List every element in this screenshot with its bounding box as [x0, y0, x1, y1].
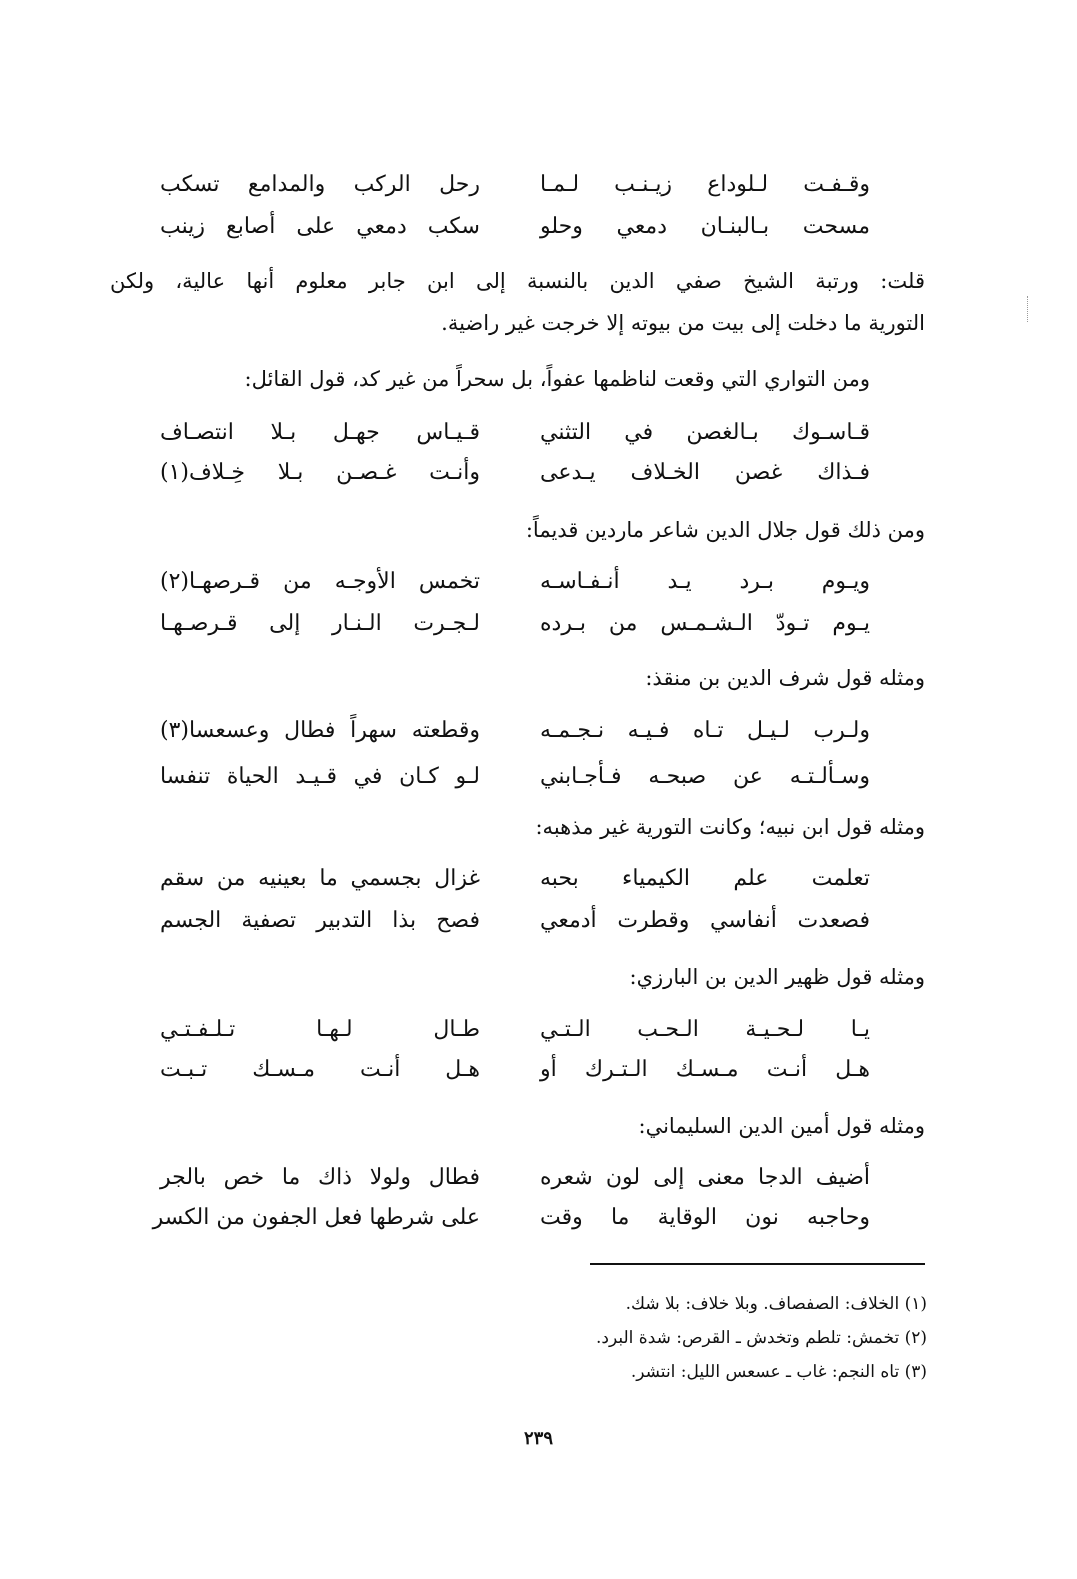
verse-line [160, 906, 870, 936]
first-hemistich: تعلمت علم الكيمياء بحبه [540, 866, 870, 891]
paragraph-line: قلت: ورتبة الشيخ صفي الدين بالنسبة إلى ابن جابر معلوم أنها عالية، ولكن [110, 269, 925, 293]
verse-line [160, 458, 870, 488]
first-hemistich: مسحت بـالبنـان دمعي وحلو [540, 214, 870, 239]
second-hemistich: قـيـاس جهـل بـلا انتصـاف [160, 420, 480, 445]
verse-line [160, 1015, 870, 1045]
paragraph-line: التورية ما دخلت إلى بيت من بيوته إلا خرجت غير راضية. [441, 311, 925, 335]
second-hemistich: وقطعته سهراً فطال وعسعسا(٣) [160, 718, 480, 743]
verse-line [160, 1163, 870, 1193]
verse-line [160, 609, 870, 639]
first-hemistich: فصعدت أنفاسي وقطرت أدمعي [540, 908, 870, 933]
verse-line [152, 1203, 870, 1233]
first-hemistich: وسـألـتـه عن صبحـه فـأجـابني [540, 764, 870, 789]
verse-line [160, 864, 870, 894]
first-hemistich: ويـوم بـرد يـد أنـفـاسـه [540, 569, 870, 594]
verse-line [160, 716, 870, 746]
first-hemistich: وحاجبه نون الوقاية ما وقت [540, 1205, 870, 1230]
verse-line [160, 170, 870, 200]
second-hemistich: هـل أنـت مـسـك تـبـت [160, 1057, 480, 1082]
footnote: (١) الخلاف: الصفصاف. وبلا خلاف: بلا شك. [625, 1294, 927, 1314]
first-hemistich: ولـرب لـيـل تـاه فـيـه نـجـمـه [540, 718, 870, 743]
first-hemistich: يـوم تـودّ الـشـمـس من بـرده [540, 611, 870, 636]
first-hemistich: فـذاك غصن الخـلاف يـدعى [540, 460, 870, 485]
intro-line: ومن التواري التي وقعت لناظمها عفواً، بل سحراً من غير كد، قول القائل: [244, 367, 870, 391]
intro-line: ومثله قول شرف الدين بن منقذ: [645, 666, 925, 690]
second-hemistich: رحل الركب والمدامع تسكب [160, 172, 480, 197]
first-hemistich: أضيف الدجا معنى إلى لون شعره [540, 1165, 870, 1190]
verse-line [160, 567, 870, 597]
footnote: (٢) تخمش: تلطم وتخدش ـ القرص: شدة البرد. [596, 1328, 927, 1348]
verse-line [160, 1055, 870, 1085]
intro-line: ومن ذلك قول جلال الدين شاعر ماردين قديماً: [525, 518, 925, 542]
first-hemistich: هـل أنـت مـسـك الـتـرك أو [540, 1057, 870, 1082]
verse-line [160, 418, 870, 448]
verse-line [160, 762, 870, 792]
second-hemistich: وأنـت غـصـن بـلا خِـلاف(١) [160, 460, 480, 485]
first-hemistich: وقـفـت لـلوداع زيـنـب لـمـا [540, 172, 870, 197]
second-hemistich: على شرطها فعل الجفون من الكسر [152, 1205, 480, 1230]
page-number: ٢٣٩ [523, 1428, 553, 1449]
second-hemistich: لـجـرت الـنـار إلى قـرصـهـا [160, 611, 480, 636]
footnote: (٣) تاه النجم: غاب ـ عسعس الليل: انتشر. [630, 1362, 927, 1382]
verse-line [160, 212, 870, 242]
intro-line: ومثله قول ابن نبيه؛ وكانت التورية غير مذهبه: [535, 815, 925, 839]
first-hemistich: قـاسـوك بـالغصن في التثني [540, 420, 870, 445]
intro-line: ومثله قول ظهير الدين بن البارزي: [629, 965, 925, 989]
second-hemistich: فصح بذا التدبير تصفية الجسم [160, 908, 480, 933]
second-hemistich: لـو كـان في قـيـد الحياة تنفسا [160, 764, 480, 789]
second-hemistich: فطال ولولا ذاك ما خص بالجر [160, 1165, 480, 1190]
first-hemistich: يـا لـحـيـة الـحـب الـتـي [540, 1017, 870, 1042]
second-hemistich: تخمس الأوجـه من قـرصهـا(٢) [160, 569, 480, 594]
intro-line: ومثله قول أمين الدين السليماني: [638, 1114, 925, 1138]
second-hemistich: غزال بجسمي ما بعينيه من سقم [160, 866, 480, 891]
margin-mark [1027, 296, 1028, 322]
footnote-separator [590, 1263, 925, 1265]
second-hemistich: طـال لـهـا تـلـفـتـي [160, 1017, 480, 1042]
second-hemistich: سكب دمعي على أصابع زينب [160, 214, 480, 239]
